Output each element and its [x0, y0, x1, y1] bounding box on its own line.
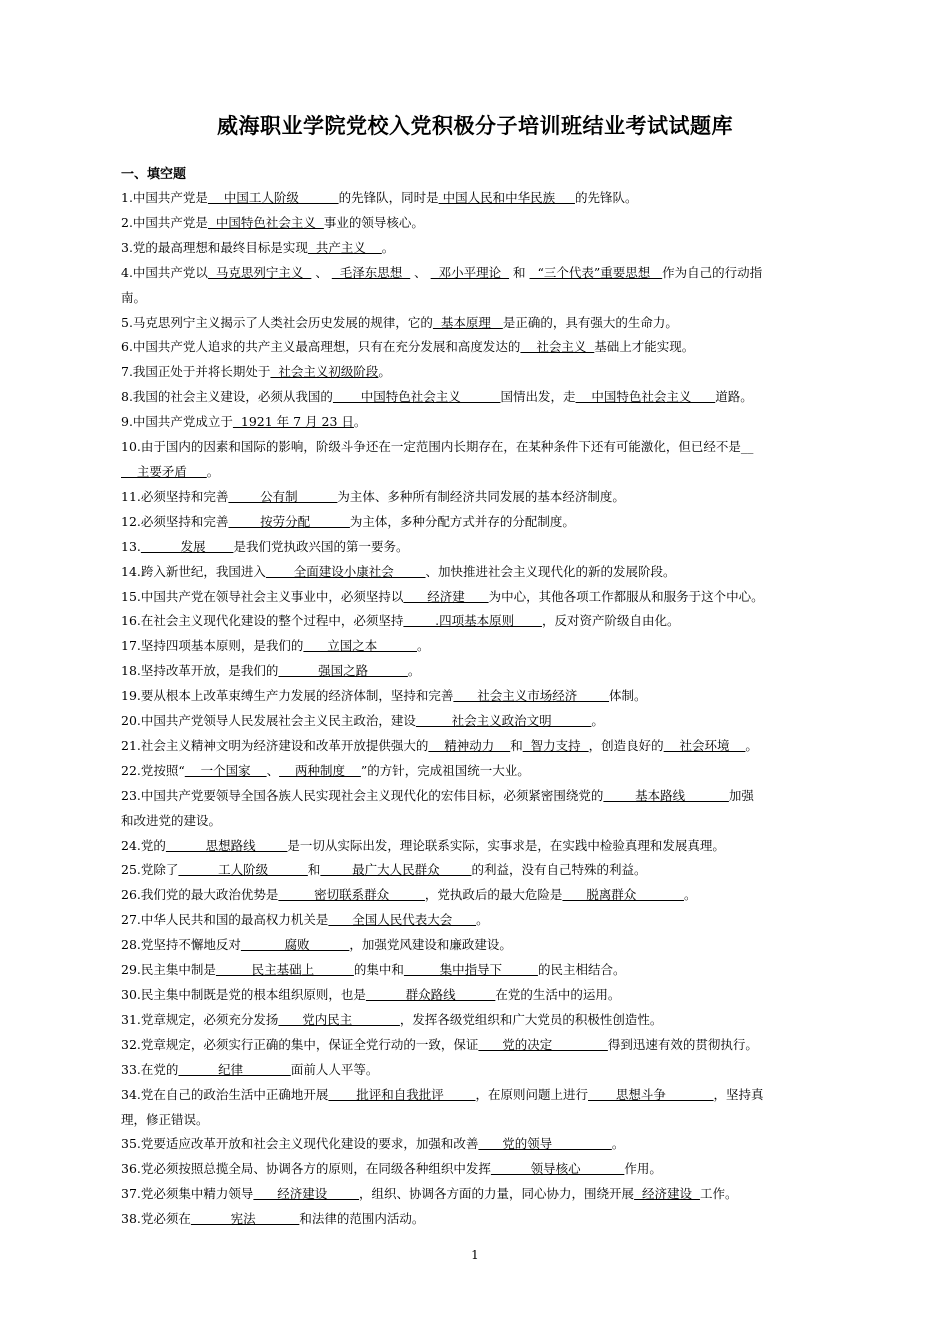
answer-blank: 纪律 — [178, 1061, 291, 1077]
question-text: 理，修正错误。 — [121, 1111, 209, 1127]
answer-blank: 党的领导 — [478, 1136, 612, 1152]
answer-blank: 基本路线 — [603, 787, 729, 803]
question-text: 23.中国共产党要领导全国各族人民实现社会主义现代化的宏伟目标，必须紧密围绕党的 — [121, 787, 604, 803]
answer-blank: 党的决定 — [478, 1036, 608, 1052]
question-text: 37.党必须集中精力领导 — [121, 1186, 254, 1202]
answer-blank: 中国工人阶级 — [207, 190, 339, 205]
question-text: 3.党的最高理想和最终目标是实现 — [121, 239, 308, 255]
question-text: 。 — [476, 912, 489, 928]
question-text: 得到迅速有效的贯彻执行。 — [607, 1036, 758, 1052]
question-line — [121, 734, 829, 759]
answer-blank: 全面建设小康社会 — [265, 563, 426, 579]
question-text: ，发挥各级党组织和广大党员的积极性创造性。 — [399, 1011, 663, 1027]
question-text: 25.党除了 — [121, 862, 179, 878]
question-text: 28.党坚持不懈地反对 — [121, 937, 241, 953]
question-text: 6.中国共产党人追求的共产主义最高理想，只有在充分发展和高度发达的 — [121, 339, 521, 355]
question-text: 和法律的范围内活动。 — [299, 1211, 425, 1227]
question-text: 。 — [611, 1136, 625, 1152]
question-line — [121, 535, 829, 560]
question-text: 面前人人平等。 — [290, 1061, 379, 1077]
question-line — [121, 360, 829, 385]
question-text: 26.我们党的最大政治优势是 — [121, 887, 279, 903]
answer-blank: 社会主义初级阶段 — [270, 364, 379, 380]
question-text: 基础上才能实现。 — [594, 339, 695, 355]
question-line — [121, 809, 829, 834]
question-text: 4.中国共产党以 — [121, 264, 208, 280]
question-text: 的先锋队。 — [574, 190, 638, 205]
question-text: 21.社会主义精神文明为经济建设和改革开放提供强大的 — [121, 737, 429, 753]
question-text: 是一切从实际出发，理论联系实际，实事求是，在实践中检验真理和发展真理。 — [287, 837, 725, 853]
question-line — [121, 933, 829, 958]
question-text: 22.党按照“ — [121, 762, 185, 778]
question-line — [121, 709, 829, 734]
question-line — [121, 510, 829, 535]
question-text: 。 — [353, 414, 367, 430]
question-text: 。 — [381, 239, 395, 255]
question-text: 27.中华人民共和国的最高权力机关是 — [121, 912, 329, 928]
question-text: 19.要从根本上改革束缚生产力发展的经济体制，坚持和完善 — [121, 688, 454, 704]
question-text: 体制。 — [609, 688, 647, 704]
answer-blank: 集中指导下 — [403, 962, 538, 978]
question-line — [121, 311, 829, 336]
question-text: 34.党在自己的政治生活中正确地开展 — [121, 1086, 329, 1102]
question-text: 为中心，其他各项工作都服从和服务于这个中心。 — [488, 588, 764, 604]
answer-blank: 社会主义政治文明 — [415, 713, 592, 729]
question-text: 是我们党执政兴国的第一要务。 — [233, 538, 409, 554]
question-text: 15.中国共产党在领导社会主义事业中，必须坚持以 — [121, 588, 404, 604]
question-text: 和 — [307, 862, 321, 878]
question-text: 11.必须坚持和完善 — [121, 488, 229, 504]
question-text: 的利益，没有自己特殊的利益。 — [471, 862, 647, 878]
question-text: 在党的生活中的运用。 — [495, 987, 621, 1002]
question-line — [121, 435, 829, 460]
question-line — [121, 1132, 829, 1157]
question-text: 29.民主集中制是 — [121, 962, 216, 978]
answer-blank: 宪法 — [190, 1211, 300, 1227]
question-text: 的先锋队，同时是 — [338, 190, 439, 205]
answer-blank: 全国人民代表大会 — [328, 912, 477, 928]
question-line — [121, 958, 829, 983]
question-text: ，坚持真 — [713, 1086, 764, 1102]
question-text: 16.在社会主义现代化建设的整个过程中，必须坚持 — [121, 613, 404, 629]
question-text: 和 — [509, 264, 530, 280]
question-line — [121, 585, 829, 610]
question-line — [121, 335, 829, 360]
question-line — [121, 385, 829, 410]
question-text: 7.我国正处于并将长期处于 — [121, 364, 271, 380]
question-text: 、 — [311, 264, 332, 280]
answer-blank: 脱离群众 — [562, 887, 684, 903]
answer-blank: 按劳分配 — [228, 513, 350, 529]
answer-blank: 马克思列宁主义 — [207, 264, 312, 280]
question-text: ，党执政后的最大危险是 — [424, 887, 563, 903]
question-list — [121, 186, 829, 1232]
answer-blank: 1921 年 7 月 23 日 — [232, 414, 354, 430]
answer-blank: 最广大人民群众 — [320, 862, 472, 878]
question-text: 20.中国共产党领导人民发展社会主义民主政治，建设 — [121, 713, 416, 729]
question-line — [121, 286, 829, 311]
section-heading: 一、填空题 — [121, 167, 187, 182]
question-text: 8.我国的社会主义建设，必须从我国的 — [121, 389, 333, 405]
question-text: 、加快推进社会主义现代化的新的发展阶段。 — [425, 563, 676, 579]
question-text: ，加强党风建设和廉政建设。 — [349, 937, 512, 953]
question-text: ”的方针，完成祖国统一大业。 — [360, 762, 530, 778]
question-text: 35.党要适应改革开放和社会主义现代化建设的要求，加强和改善 — [121, 1136, 479, 1152]
question-line — [121, 759, 829, 784]
answer-blank: 强国之路 — [278, 663, 408, 679]
question-text: 加强 — [728, 787, 754, 803]
question-line — [121, 784, 829, 809]
question-text: 10.由于国内的因素和国际的影响，阶级斗争还在一定范围内长期存在，在某种条件下还有可能激化，但已经不是 — [121, 439, 741, 455]
question-text: 的集中和 — [353, 962, 404, 978]
question-line — [121, 609, 829, 634]
question-text: 17.坚持四项基本原则，是我们的 — [121, 638, 304, 654]
question-line — [121, 261, 829, 286]
question-text: 事业的领导核心。 — [323, 214, 424, 230]
question-text: 和改进党的建设。 — [121, 812, 222, 828]
answer-blank: 党内民主 — [278, 1011, 400, 1027]
answer-blank: 毛泽东思想 — [331, 264, 411, 280]
question-text: ，组织、协调各方面的力量，同心协力，围绕开展 — [359, 1186, 635, 1202]
question-text: 31.党章规定，必须充分发扬 — [121, 1011, 279, 1027]
question-line — [121, 1157, 829, 1182]
answer-blank: 公有制 — [228, 488, 338, 504]
question-text: ，在原则问题上进行 — [475, 1086, 589, 1102]
question-line — [121, 659, 829, 684]
page-number: 1 — [471, 1248, 479, 1262]
question-text: 、 — [266, 762, 280, 778]
question-text: 的民主相结合。 — [537, 962, 626, 978]
question-text: 12.必须坚持和完善 — [121, 513, 229, 529]
question-line — [121, 1008, 829, 1033]
question-line — [121, 560, 829, 585]
answer-blank: “三个代表”重要思想 — [529, 264, 663, 280]
question-text: 36.党必须按照总揽全局、协调各方的原则，在同级各种组织中发挥 — [121, 1161, 491, 1177]
answer-blank: 领导核心 — [490, 1161, 625, 1177]
question-line — [121, 460, 829, 485]
question-text: 国情出发，走 — [500, 389, 576, 405]
question-text: 。 — [206, 463, 220, 479]
answer-blank: 邓小平理论 — [430, 264, 510, 280]
question-text: 。 — [378, 364, 391, 380]
question-line — [121, 1033, 829, 1058]
answer-blank: 发展 — [140, 538, 234, 554]
answer-blank: 社会主义市场经济 — [453, 688, 610, 704]
question-line — [121, 211, 829, 236]
question-text: 。 — [407, 663, 421, 679]
question-line — [121, 983, 829, 1008]
answer-blank: 中国特色社会主义 — [207, 214, 324, 230]
answer-blank: 立国之本 — [303, 638, 417, 654]
question-text: 。 — [745, 737, 758, 753]
question-text: 1.中国共产党是 — [121, 190, 208, 205]
answer-blank: 智力支持 — [522, 737, 589, 753]
question-text: 为主体，多种分配方式并存的分配制度。 — [349, 513, 575, 529]
answer-blank: 基本原理 — [432, 314, 503, 330]
answer-blank: 经济建设 — [634, 1186, 700, 1202]
answer-blank: 精神动力 — [428, 737, 511, 753]
answer-blank: 思想路线 — [165, 837, 288, 853]
answer-blank: 群众路线 — [365, 987, 496, 1002]
question-line — [121, 485, 829, 510]
answer-blank: 中国特色社会主义 — [332, 389, 501, 405]
question-text: 。 — [591, 713, 604, 729]
answer-blank: 思想斗争 — [588, 1086, 714, 1102]
answer-blank: 共产主义 — [307, 239, 382, 255]
answer-blank: 主要矛盾 — [121, 463, 207, 479]
question-text: 、 — [410, 264, 431, 280]
answer-blank: 腐败 — [240, 937, 350, 953]
question-line — [121, 634, 829, 659]
document-title: 威海职业学院党校入党积极分子培训班结业考试试题库 — [217, 114, 733, 138]
question-line — [121, 186, 829, 211]
question-text: 2.中国共产党是 — [121, 214, 208, 230]
answer-blank: 工人阶级 — [178, 862, 308, 878]
question-text: 33.在党的 — [121, 1061, 179, 1077]
question-text: 作为自己的行动指 — [662, 264, 763, 280]
question-text: ，创造良好的 — [588, 737, 664, 753]
question-line — [121, 1058, 829, 1083]
question-text: 是正确的，具有强大的生命力。 — [502, 314, 678, 330]
question-line — [121, 834, 829, 859]
question-line — [121, 1083, 829, 1108]
question-text: 32.党章规定，必须实行正确的集中，保证全党行动的一致，保证 — [121, 1036, 479, 1052]
question-text: 。 — [683, 887, 697, 903]
question-text: ，反对资产阶级自由化。 — [541, 613, 680, 629]
answer-blank: 民主基础上 — [215, 962, 354, 978]
question-text: 18.坚持改革开放，是我们的 — [121, 663, 279, 679]
question-text: 14.跨入新世纪，我国进入 — [121, 563, 266, 579]
answer-blank: 密切联系群众 — [278, 887, 425, 903]
question-text: 38.党必须在 — [121, 1211, 191, 1227]
answer-blank: 社会环境 — [663, 737, 746, 753]
question-text: 道路。 — [715, 389, 753, 405]
answer-blank: 批评和自我批评 — [328, 1086, 476, 1102]
question-text: 南。 — [121, 289, 147, 305]
question-line — [121, 1182, 829, 1207]
answer-blank: 经济建设 — [253, 1186, 360, 1202]
question-text: 作用。 — [624, 1161, 662, 1177]
question-text: 9.中国共产党成立于 — [121, 414, 233, 430]
question-text: 24.党的 — [121, 837, 166, 853]
answer-blank: .四项基本原则 — [403, 613, 542, 629]
question-line — [121, 236, 829, 261]
answer-blank: 中国特色社会主义 — [575, 389, 716, 405]
answer-blank: 两种制度 — [279, 762, 361, 778]
question-text: 13. — [121, 538, 141, 554]
question-line — [121, 1207, 829, 1232]
answer-blank: 社会主义 — [520, 339, 595, 355]
answer-blank: 一个国家 — [184, 762, 267, 778]
question-text: 30.民主集中制既是党的根本组织原则，也是 — [121, 987, 366, 1002]
answer-blank: 中国人民和中华民族 — [438, 190, 575, 205]
question-text: __ — [740, 439, 754, 455]
question-text: 为主体、多种所有制经济共同发展的基本经济制度。 — [337, 488, 625, 504]
question-text: 5.马克思列宁主义揭示了人类社会历史发展的规律，它的 — [121, 314, 433, 330]
question-text: 和 — [510, 737, 523, 753]
question-text: 。 — [416, 638, 430, 654]
question-line — [121, 1108, 829, 1133]
question-text: 工作。 — [699, 1186, 738, 1202]
question-line — [121, 410, 829, 435]
question-line — [121, 684, 829, 709]
question-line — [121, 883, 829, 908]
answer-blank: 经济建 — [403, 588, 489, 604]
question-line — [121, 908, 829, 933]
question-line — [121, 858, 829, 883]
